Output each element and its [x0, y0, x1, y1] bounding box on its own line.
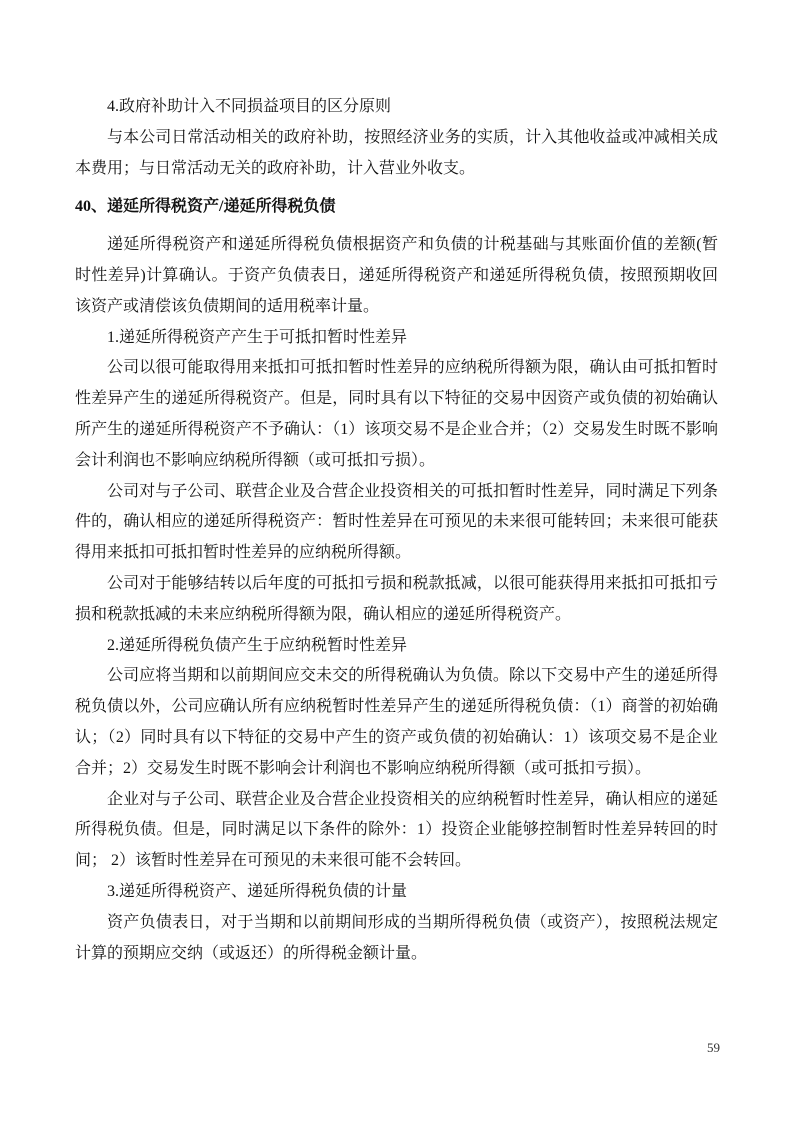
body-paragraph: 与本公司日常活动相关的政府补助，按照经济业务的实质，计入其他收益或冲减相关成本费用；与日常活动无关的政府补助，计入营业外收支。	[75, 128, 718, 177]
document-body	[75, 92, 718, 969]
body-paragraph: 公司对于能够结转以后年度的可抵扣亏损和税款抵减，以很可能获得用来抵扣可抵扣亏损和税款抵减的未来应纳税所得额为限，确认相应的递延所得税资产。	[75, 574, 718, 623]
body-paragraph: 企业对与子公司、联营企业及合营企业投资相关的应纳税暂时性差异，确认相应的递延所得税负债。但是，同时满足以下条件的除外：1）投资企业能够控制暂时性差异转回的时间； 2）该暂时性差异在可预见的未来很可能不会转回。	[75, 790, 718, 870]
body-paragraph: 公司以很可能取得用来抵扣可抵扣暂时性差异的应纳税所得额为限，确认由可抵扣暂时性差异产生的递延所得税资产。但是，同时具有以下特征的交易中因资产或负债的初始确认所产生的递延所得税资产不予确认：（1）该项交易不是企业合并；（2）交易发生时既不影响会计利润也不影响应纳税所得额（或可抵扣亏损）。	[75, 359, 718, 469]
numbered-item: 1.递延所得税资产产生于可抵扣暂时性差异	[107, 328, 408, 346]
numbered-item: 3.递延所得税资产、递延所得税负债的计量	[107, 882, 408, 900]
page-number: 59	[707, 1040, 720, 1055]
body-paragraph: 公司对与子公司、联营企业及合营企业投资相关的可抵扣暂时性差异，同时满足下列条件的，确认相应的递延所得税资产：暂时性差异在可预见的未来很可能转回；未来很可能获得用来抵扣可抵扣暂时性差异的应纳税所得额。	[75, 482, 718, 562]
body-paragraph: 公司应将当期和以前期间应交未交的所得税确认为负债。除以下交易中产生的递延所得税负债以外，公司应确认所有应纳税暂时性差异产生的递延所得税负债：（1）商誉的初始确认；（2）同时具有以下特征的交易中产生的资产或负债的初始确认：1）该项交易不是企业合并；2）交易发生时既不影响会计利润也不影响应纳税所得额（或可抵扣亏损）。	[75, 667, 718, 777]
numbered-item: 4.政府补助计入不同损益项目的区分原则	[107, 98, 392, 115]
section-heading: 40、递延所得税资产/递延所得税负债	[75, 198, 336, 216]
numbered-item: 2.递延所得税负债产生于应纳税暂时性差异	[107, 636, 408, 654]
body-paragraph: 资产负债表日，对于当期和以前期间形成的当期所得税负债（或资产），按照税法规定计算的预期应交纳（或返还）的所得税金额计量。	[75, 913, 718, 962]
body-paragraph: 递延所得税资产和递延所得税负债根据资产和负债的计税基础与其账面价值的差额(暂时性差异)计算确认。于资产负债表日，递延所得税资产和递延所得税负债，按照预期收回该资产或清偿该负债期间的适用税率计量。	[75, 236, 718, 315]
